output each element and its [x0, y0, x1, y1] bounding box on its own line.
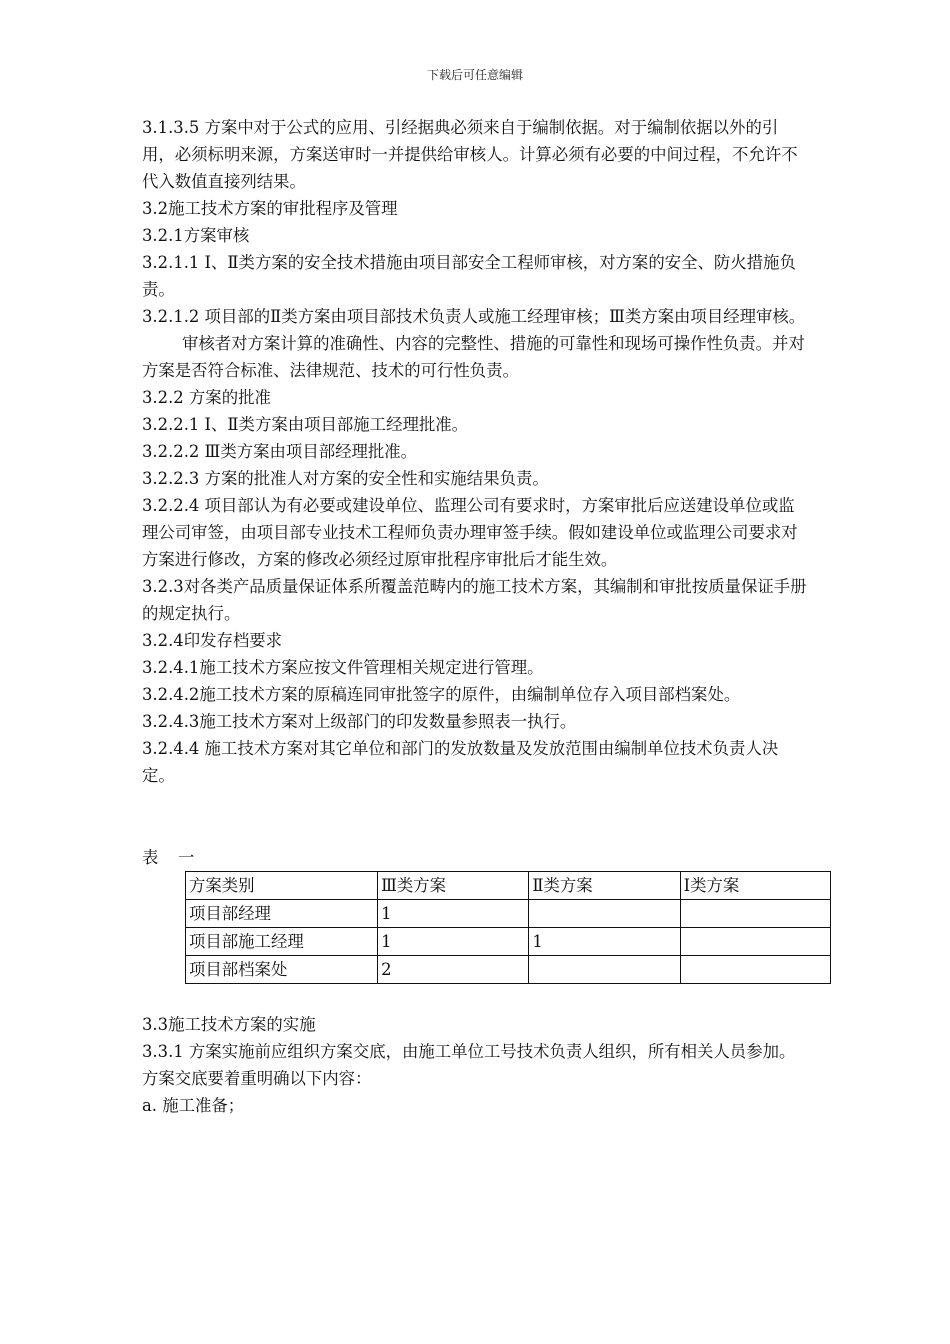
section-heading-3-2-4: 3.2.4印发存档要求	[142, 631, 283, 650]
table-cell	[680, 928, 830, 956]
paragraph-3-2-2-3: 3.2.2.3 方案的批准人对方案的安全性和实施结果负责。	[142, 469, 549, 488]
table-header-cell: Ⅱ类方案	[529, 872, 680, 900]
table-cell	[680, 956, 830, 984]
page-header: 下载后可任意编辑	[426, 68, 523, 82]
table-header-cell: 方案类别	[186, 872, 378, 900]
paragraph-3-2-2-1: 3.2.2.1 Ⅰ、Ⅱ类方案由项目部施工经理批准。	[142, 415, 469, 434]
table-cell	[680, 900, 830, 928]
table-row	[186, 900, 831, 928]
table-cell: 1	[378, 928, 529, 956]
paragraph-3-2-4-1: 3.2.4.1施工技术方案应按文件管理相关规定进行管理。	[142, 658, 544, 677]
table-cell: 1	[529, 928, 680, 956]
table-cell: 1	[378, 900, 529, 928]
table-cell: 项目部档案处	[186, 956, 378, 984]
paragraph-3-2-1-1: 3.2.1.1 Ⅰ、Ⅱ类方案的安全技术措施由项目部安全工程师审核，对方案的安全、防火措施负责。	[142, 253, 796, 299]
document-body	[142, 114, 810, 1119]
section-heading-3-2-1: 3.2.1方案审核	[142, 226, 250, 245]
paragraph-3-2-4-2: 3.2.4.2施工技术方案的原稿连同审批签字的原件，由编制单位存入项目部档案处。	[142, 685, 741, 704]
table-header-row	[186, 872, 831, 900]
table-caption-part-2: 一	[178, 848, 195, 867]
paragraph-3-2-4-3: 3.2.4.3施工技术方案对上级部门的印发数量参照表一执行。	[142, 712, 577, 731]
paragraph-3-2-2-4: 3.2.2.4 项目部认为有必要或建设单位、监理公司有要求时，方案审批后应送建设单位或监理公司审签，由项目部专业技术工程师负责办理审签手续。假如建设单位或监理公司要求对方案进行修改，方案的修改必须经过原审批程序审批后才能生效。	[142, 496, 798, 569]
paragraph-3-2-1-2: 3.2.1.2 项目部的Ⅱ类方案由项目部技术负责人或施工经理审核；Ⅲ类方案由项目经理审核。	[142, 307, 806, 326]
table-header-cell: Ⅲ类方案	[378, 872, 529, 900]
table-row	[186, 956, 831, 984]
table-cell	[529, 900, 680, 928]
paragraph-3-1-3-5: 3.1.3.5 方案中对于公式的应用、引经据典必须来自于编制依据。对于编制依据以外的引用，必须标明来源，方案送审时一并提供给审核人。计算必须有必要的中间过程，不允许不代入数值直接列结果。	[142, 118, 798, 191]
paragraph-3-2-4-4: 3.2.4.4 施工技术方案对其它单位和部门的发放数量及发放范围由编制单位技术负责人决定。	[142, 739, 779, 785]
blank-space	[142, 984, 810, 1011]
table-caption-part-1: 表	[142, 848, 159, 867]
table-header-cell: Ⅰ类方案	[680, 872, 830, 900]
list-item-a: a. 施工准备；	[142, 1096, 245, 1115]
paragraph-reviewer-responsibility: 审核者对方案计算的准确性、内容的完整性、措施的可靠性和现场可操作性负责。并对方案是否符合标准、法律规范、技术的可行性负责。	[142, 334, 805, 380]
paragraph-3-2-2-2: 3.2.2.2 Ⅲ类方案由项目部经理批准。	[142, 442, 418, 461]
table-caption	[142, 844, 810, 871]
blank-space	[142, 789, 810, 844]
paragraph-3-3-1: 3.3.1 方案实施前应组织方案交底，由施工单位工号技术负责人组织，所有相关人员参加。方案交底要着重明确以下内容：	[142, 1042, 796, 1088]
paragraph-3-2-3: 3.2.3对各类产品质量保证体系所覆盖范畴内的施工技术方案，其编制和审批按质量保证手册的规定执行。	[142, 577, 807, 623]
table-cell: 2	[378, 956, 529, 984]
distribution-table	[185, 871, 831, 984]
section-heading-3-2: 3.2施工技术方案的审批程序及管理	[142, 199, 398, 218]
table-row	[186, 928, 831, 956]
table-cell: 项目部施工经理	[186, 928, 378, 956]
table-cell	[529, 956, 680, 984]
section-heading-3-2-2: 3.2.2 方案的批准	[142, 388, 271, 407]
table-cell: 项目部经理	[186, 900, 378, 928]
section-heading-3-3: 3.3施工技术方案的实施	[142, 1015, 316, 1034]
